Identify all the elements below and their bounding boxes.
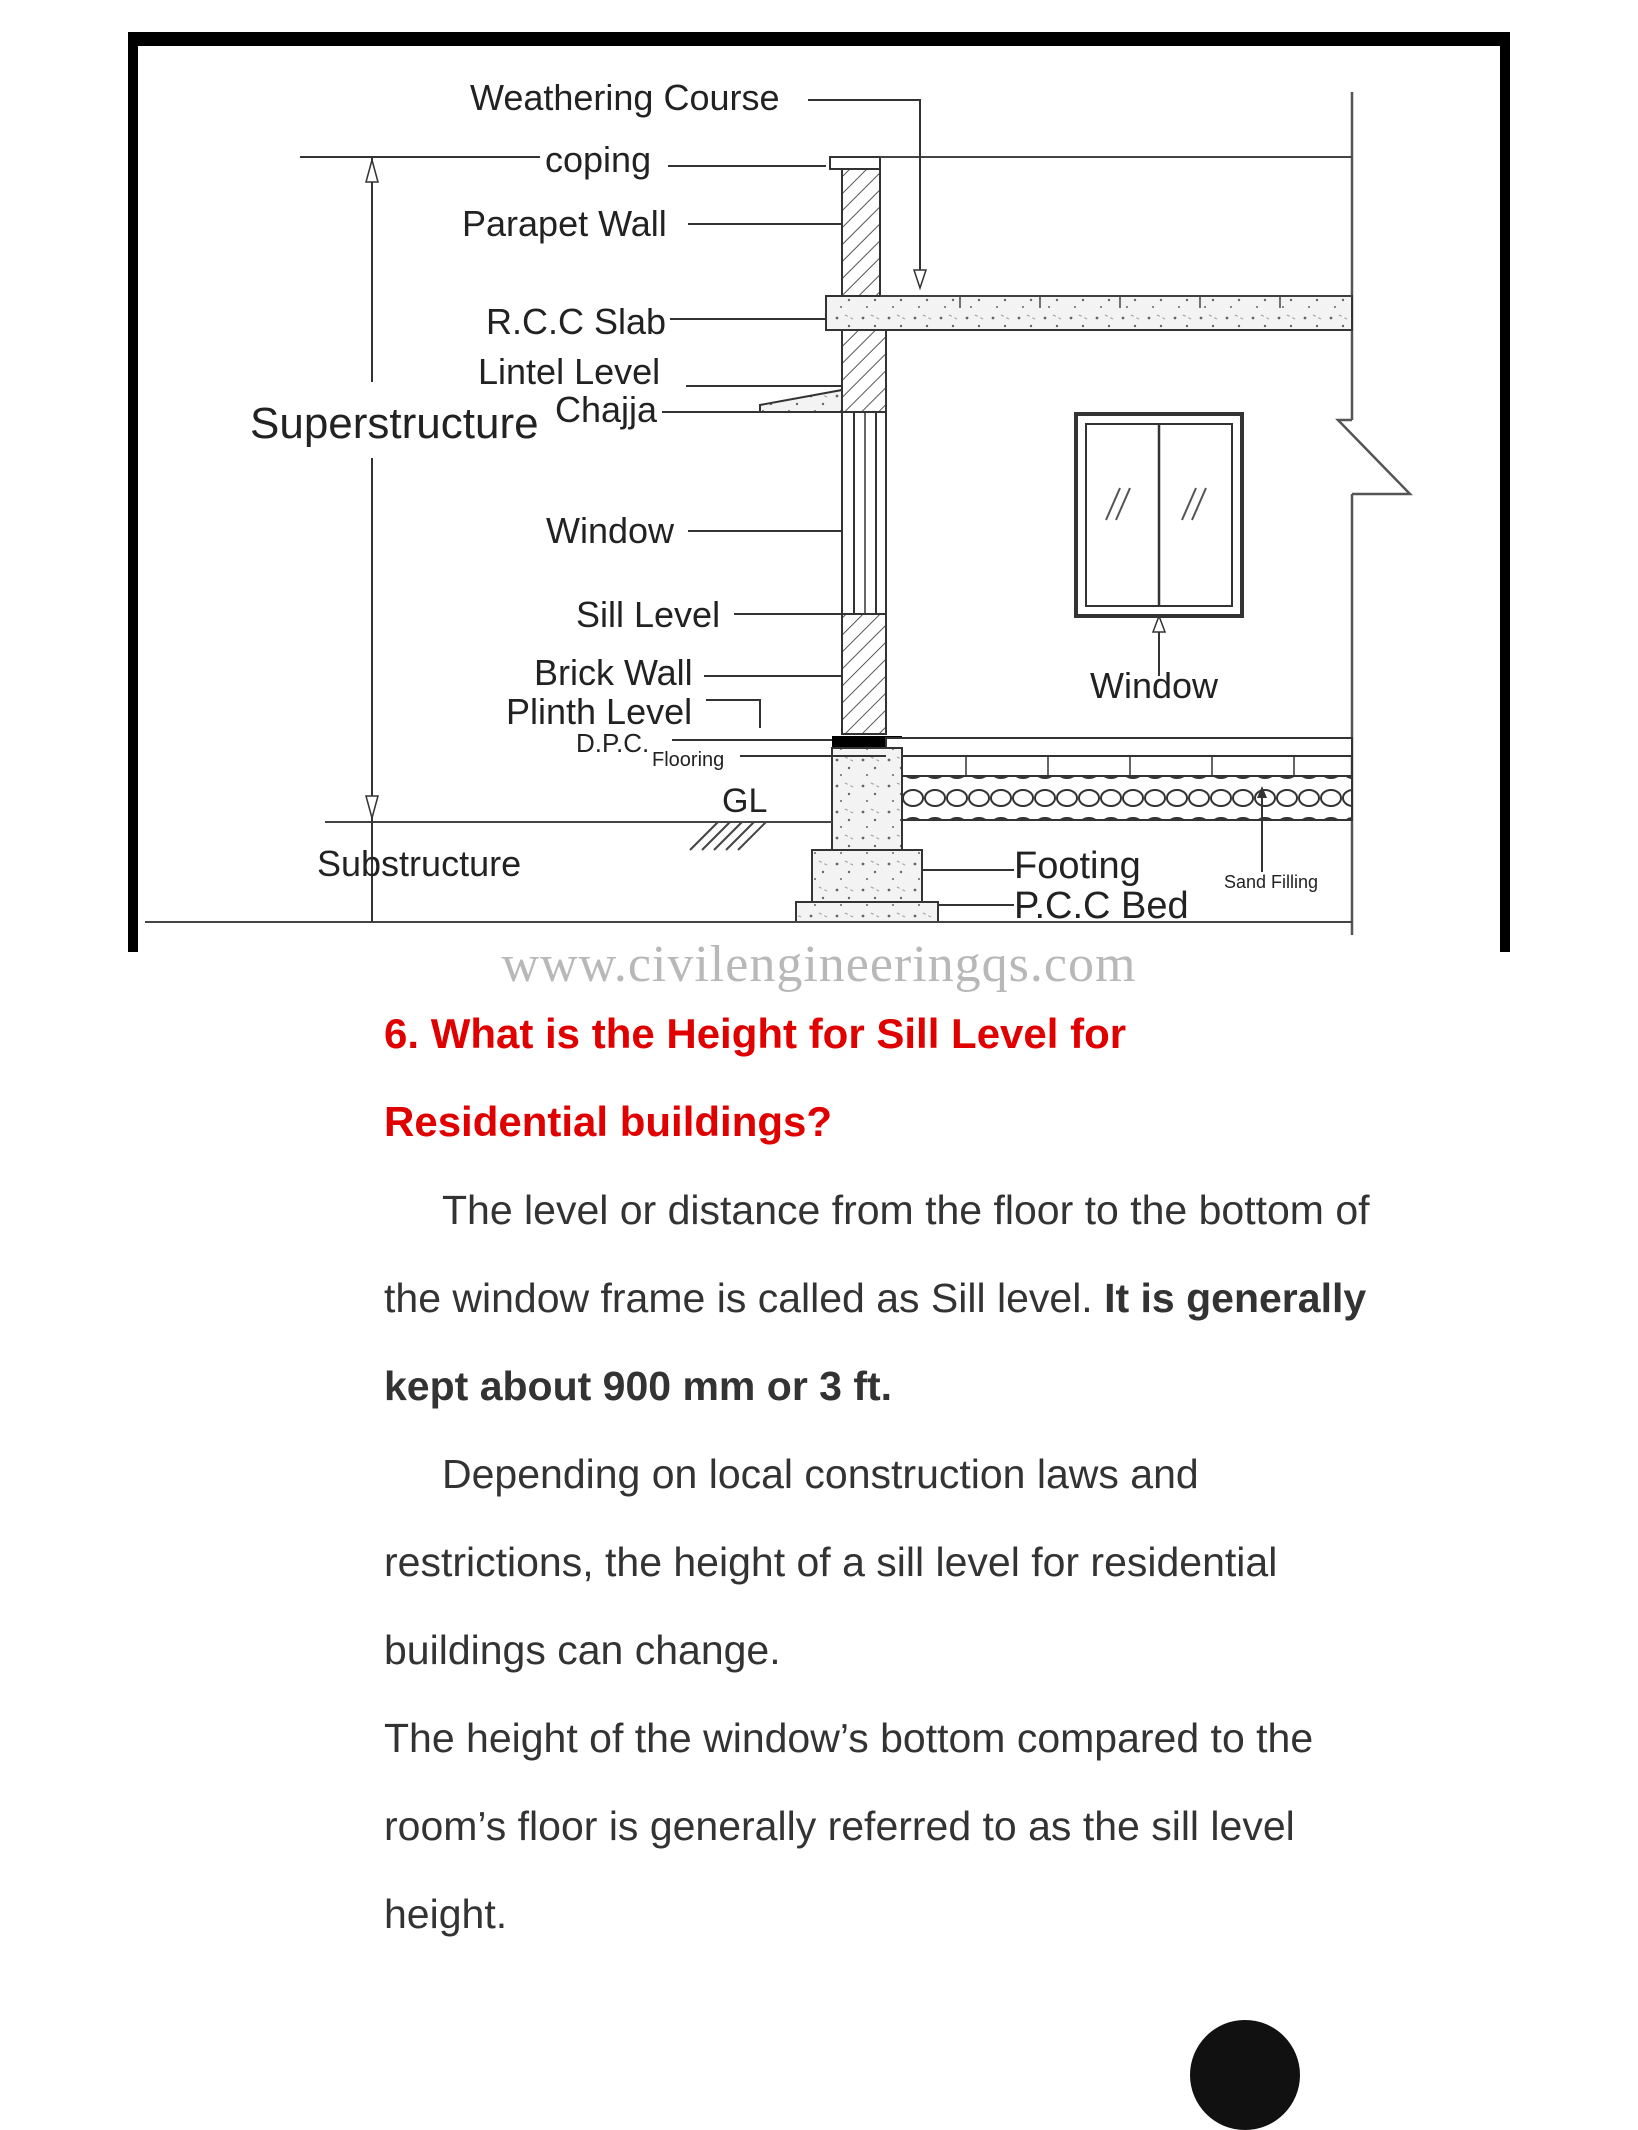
label-gl: GL [722, 782, 768, 820]
label-weathering-course: Weathering Course [470, 77, 780, 118]
label-window-right: Window [1090, 665, 1219, 706]
label-coping: coping [545, 139, 652, 180]
label-parapet-wall: Parapet Wall [462, 203, 667, 244]
label-substructure: Substructure [317, 843, 522, 884]
sand-filling [902, 776, 1352, 820]
label-plinth-level: Plinth Level [506, 691, 693, 732]
frame-left-border [128, 32, 138, 952]
label-window-left: Window [546, 510, 675, 551]
paragraph-regulations: Depending on local construction laws and restrictions, the height of a sill level for residential buildings can change. [384, 1451, 1278, 1673]
label-brick-wall: Brick Wall [534, 652, 693, 693]
heading-line-1: 6. What is the Height for Sill Level for [384, 1010, 1127, 1057]
flooring [886, 738, 1352, 756]
label-pcc-bed: P.C.C Bed [1014, 885, 1189, 927]
label-chajja: Chajja [555, 389, 658, 430]
plinth-foundation [832, 748, 902, 850]
watermark: www.civilengineeringqs.com [501, 936, 1137, 993]
label-dpc: D.P.C. [576, 728, 650, 758]
rcc-slab [826, 296, 1352, 330]
coping [830, 157, 880, 169]
label-lintel-level: Lintel Level [478, 351, 661, 392]
building-section-diagram [0, 0, 1638, 960]
floating-button[interactable] [1190, 2020, 1300, 2130]
article-body [384, 990, 1384, 1958]
pcc-bed [796, 902, 938, 922]
paragraph-definition-bold: It is generally kept about 900 mm or 3 ft. [384, 1275, 1367, 1409]
frame-top-border [128, 32, 1510, 46]
frame-right-border [1500, 32, 1510, 952]
label-sand-filling: Sand Filling [1224, 872, 1319, 892]
label-footing: Footing [1014, 845, 1141, 887]
label-sill-level: Sill Level [576, 594, 721, 635]
brick-wall [842, 614, 886, 734]
chajja [760, 390, 842, 412]
lintel [842, 330, 886, 412]
parapet-wall [842, 158, 880, 298]
heading-line-2: Residential buildings? [384, 1098, 833, 1145]
paragraph-height: The height of the window’s bottom compared to the room’s floor is generally referred to as the sill level height. [384, 1715, 1314, 1937]
label-rcc-slab: R.C.C Slab [486, 301, 667, 342]
question-heading [384, 990, 1384, 1166]
paragraph-definition-text: The level or distance from the floor to the bottom of the window frame is called as Sill level. [384, 1187, 1370, 1321]
footing [812, 850, 922, 902]
label-flooring: Flooring [652, 749, 725, 771]
paragraph-definition [384, 1166, 1384, 1430]
label-superstructure: Superstructure [250, 399, 539, 448]
